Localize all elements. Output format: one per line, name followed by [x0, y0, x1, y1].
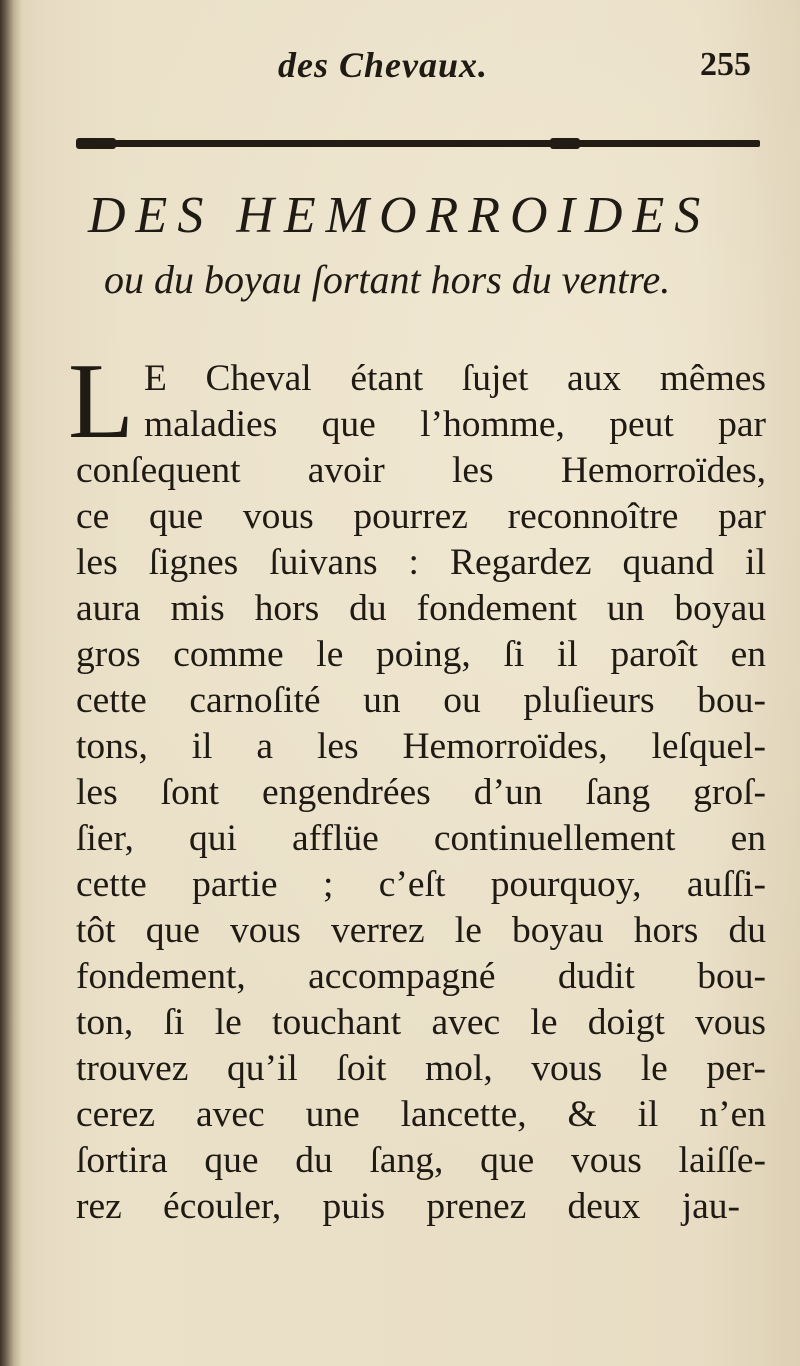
drop-cap: L	[68, 342, 134, 461]
text-line: tôt que vous verrez le boyau hors du	[76, 910, 766, 951]
text-line: cerez avec une lancette, & il n’en	[76, 1094, 766, 1135]
book-binding-shadow	[0, 0, 22, 1366]
text-line: ſier, qui afflüe continuellement en	[76, 818, 766, 859]
text-line: ſortira que du ſang, que vous laiſſe-	[76, 1140, 766, 1181]
page-number: 255	[700, 46, 751, 83]
text-line: conſequent avoir les Hemorroïdes,	[76, 450, 766, 491]
chapter-subtitle: ou du boyau ſortant hors du ventre.	[104, 257, 671, 302]
text-line: gros comme le poing, ſi il paroît en	[76, 634, 766, 675]
text-line: fondement, accompagné dudit bou-	[76, 956, 766, 997]
running-title: des Chevaux.	[278, 45, 488, 85]
text-line: maladies que l’homme, peut par	[144, 404, 766, 445]
text-line: ton, ſi le touchant avec le doigt vous	[76, 1002, 766, 1043]
text-line: les ſont engendrées d’un ſang groſ-	[76, 772, 766, 813]
text-line: aura mis hors du fondement un boyau	[76, 588, 766, 629]
chapter-title: DES HEMORROIDES	[88, 187, 711, 244]
text-line: E Cheval étant ſujet aux mêmes	[144, 358, 766, 399]
text-line: trouvez qu’il ſoit mol, vous le per-	[76, 1048, 766, 1089]
text-line: cette partie ; c’eſt pourquoy, auſſi-	[76, 864, 766, 905]
running-head	[0, 44, 800, 94]
text-line: les ſignes ſuivans : Regardez quand il	[76, 542, 766, 583]
text-line: cette carnoſité un ou pluſieurs bou-	[76, 680, 766, 721]
text-line: rez écouler, puis prenez deux jau-	[76, 1186, 740, 1227]
text-line: ce que vous pourrez reconnoître par	[76, 496, 766, 537]
header-rule	[80, 140, 760, 147]
text-line: tons, il a les Hemorroïdes, leſquel-	[76, 726, 766, 767]
